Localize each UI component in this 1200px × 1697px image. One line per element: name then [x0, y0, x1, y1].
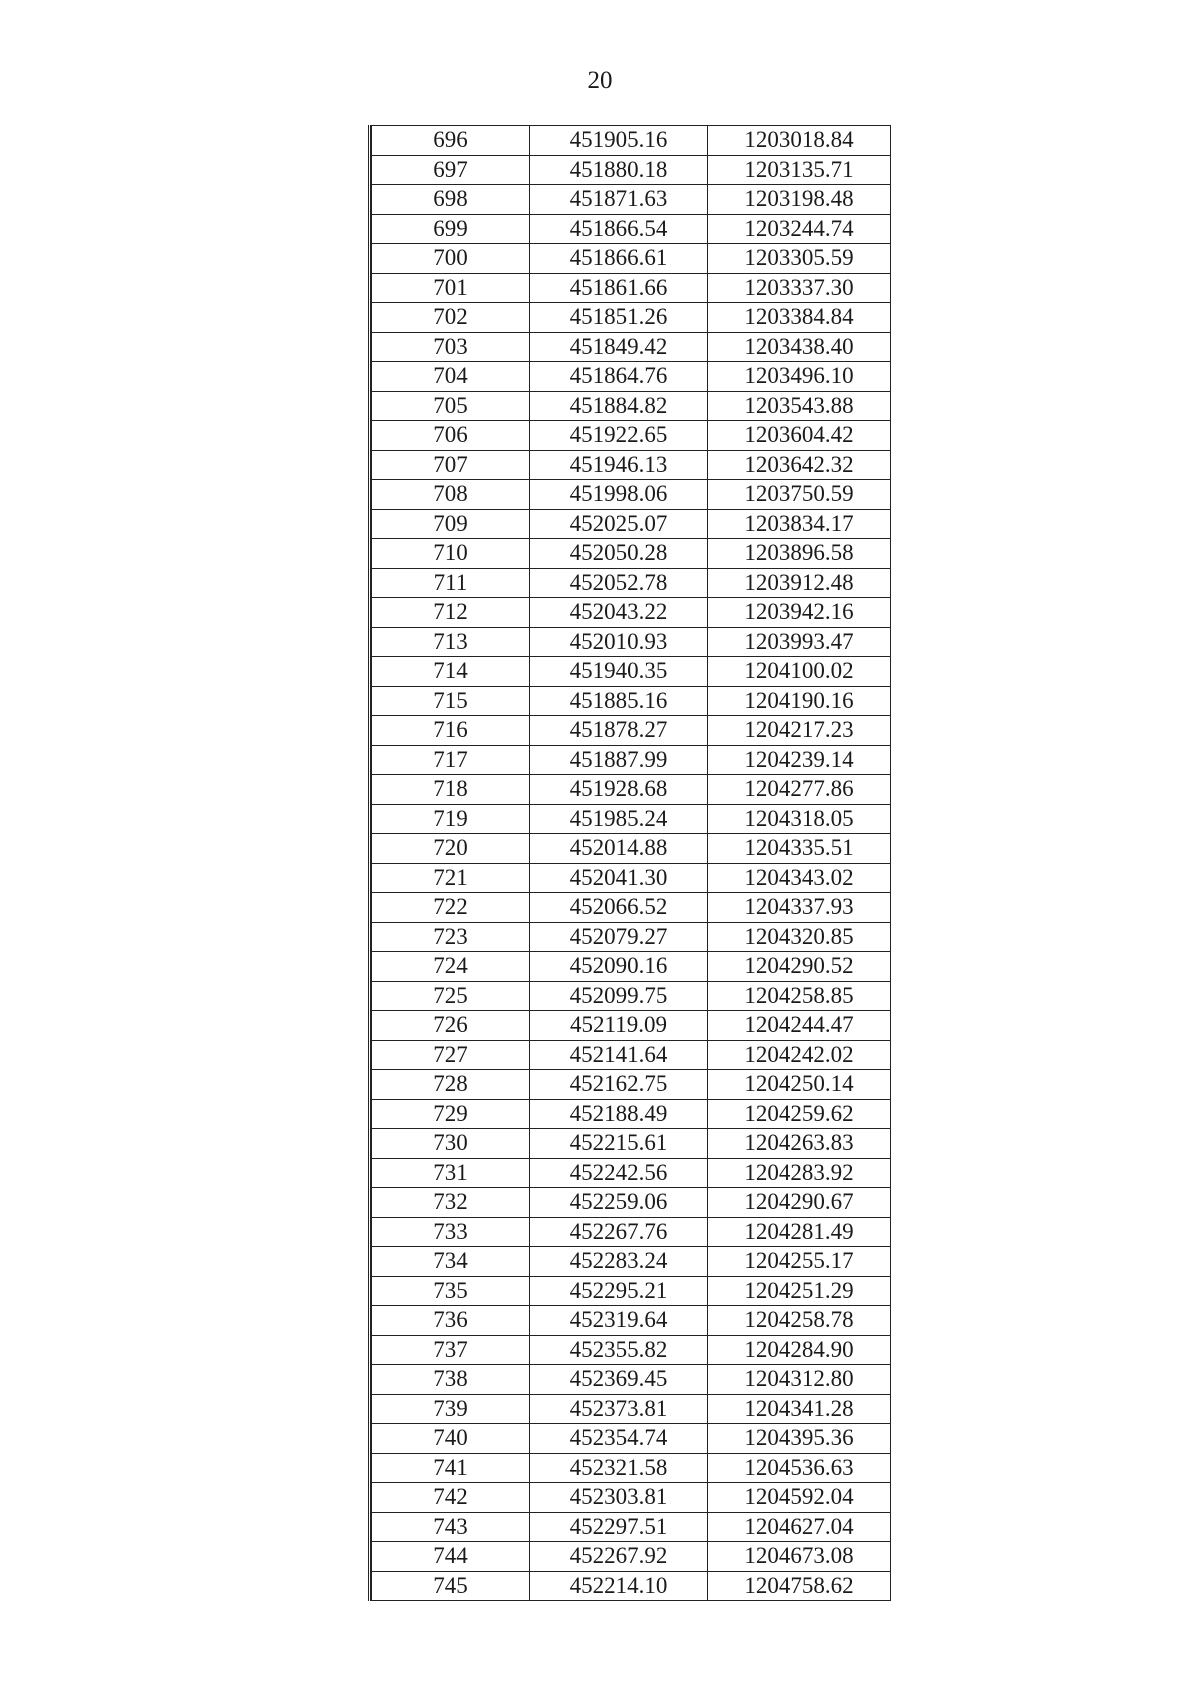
x-coordinate-cell: 452242.56: [530, 1158, 708, 1188]
x-coordinate-cell: 452215.61: [530, 1129, 708, 1159]
table-row: [372, 598, 891, 628]
point-number-cell: 712: [372, 598, 530, 628]
y-coordinate-cell: 1204536.63: [708, 1453, 891, 1483]
point-number-cell: 725: [372, 981, 530, 1011]
y-coordinate-cell: 1203135.71: [708, 155, 891, 185]
y-coordinate-cell: 1204592.04: [708, 1483, 891, 1513]
x-coordinate-cell: 452041.30: [530, 863, 708, 893]
point-number-cell: 713: [372, 627, 530, 657]
y-coordinate-cell: 1204100.02: [708, 657, 891, 687]
table-row: [372, 657, 891, 687]
point-number-cell: 715: [372, 686, 530, 716]
table-row: [372, 185, 891, 215]
x-coordinate-cell: 452319.64: [530, 1306, 708, 1336]
x-coordinate-cell: 451864.76: [530, 362, 708, 392]
point-number-cell: 710: [372, 539, 530, 569]
table-row: [372, 332, 891, 362]
point-number-cell: 721: [372, 863, 530, 893]
x-coordinate-cell: 452214.10: [530, 1571, 708, 1601]
point-number-cell: 727: [372, 1040, 530, 1070]
x-coordinate-cell: 451940.35: [530, 657, 708, 687]
x-coordinate-cell: 451946.13: [530, 450, 708, 480]
point-number-cell: 700: [372, 244, 530, 274]
point-number-cell: 714: [372, 657, 530, 687]
point-number-cell: 737: [372, 1335, 530, 1365]
x-coordinate-cell: 452014.88: [530, 834, 708, 864]
point-number-cell: 736: [372, 1306, 530, 1336]
point-number-cell: 732: [372, 1188, 530, 1218]
point-number-cell: 704: [372, 362, 530, 392]
y-coordinate-cell: 1204263.83: [708, 1129, 891, 1159]
point-number-cell: 723: [372, 922, 530, 952]
table-row: [372, 450, 891, 480]
table-row: [372, 1099, 891, 1129]
y-coordinate-cell: 1204251.29: [708, 1276, 891, 1306]
x-coordinate-cell: 452297.51: [530, 1512, 708, 1542]
x-coordinate-cell: 452267.76: [530, 1217, 708, 1247]
table-row: [372, 775, 891, 805]
y-coordinate-cell: 1204281.49: [708, 1217, 891, 1247]
point-number-cell: 743: [372, 1512, 530, 1542]
y-coordinate-cell: 1204395.36: [708, 1424, 891, 1454]
y-coordinate-cell: 1204337.93: [708, 893, 891, 923]
y-coordinate-cell: 1204627.04: [708, 1512, 891, 1542]
table-row: [372, 1158, 891, 1188]
table-row: [372, 627, 891, 657]
y-coordinate-cell: 1204244.47: [708, 1011, 891, 1041]
y-coordinate-cell: 1203198.48: [708, 185, 891, 215]
point-number-cell: 711: [372, 568, 530, 598]
point-number-cell: 730: [372, 1129, 530, 1159]
x-coordinate-cell: 451851.26: [530, 303, 708, 333]
point-number-cell: 718: [372, 775, 530, 805]
table-row: [372, 686, 891, 716]
y-coordinate-cell: 1204259.62: [708, 1099, 891, 1129]
x-coordinate-cell: 452099.75: [530, 981, 708, 1011]
point-number-cell: 707: [372, 450, 530, 480]
point-number-cell: 706: [372, 421, 530, 451]
table-row: [372, 1040, 891, 1070]
y-coordinate-cell: 1203018.84: [708, 126, 891, 156]
y-coordinate-cell: 1203942.16: [708, 598, 891, 628]
table-row: [372, 1247, 891, 1277]
table-row: [372, 1276, 891, 1306]
table-row: [372, 568, 891, 598]
y-coordinate-cell: 1203993.47: [708, 627, 891, 657]
y-coordinate-cell: 1204312.80: [708, 1365, 891, 1395]
point-number-cell: 745: [372, 1571, 530, 1601]
y-coordinate-cell: 1203496.10: [708, 362, 891, 392]
y-coordinate-cell: 1204318.05: [708, 804, 891, 834]
x-coordinate-cell: 452295.21: [530, 1276, 708, 1306]
point-number-cell: 738: [372, 1365, 530, 1395]
table-row: [372, 981, 891, 1011]
table-row: [372, 745, 891, 775]
x-coordinate-cell: 452052.78: [530, 568, 708, 598]
y-coordinate-cell: 1204239.14: [708, 745, 891, 775]
table-row: [372, 1394, 891, 1424]
point-number-cell: 739: [372, 1394, 530, 1424]
y-coordinate-cell: 1203750.59: [708, 480, 891, 510]
table-row: [372, 1571, 891, 1601]
y-coordinate-cell: 1203912.48: [708, 568, 891, 598]
table-row: [372, 273, 891, 303]
table-row: [372, 539, 891, 569]
x-coordinate-cell: 451866.61: [530, 244, 708, 274]
table-row: [372, 1542, 891, 1572]
y-coordinate-cell: 1203438.40: [708, 332, 891, 362]
table-row: [372, 893, 891, 923]
x-coordinate-cell: 451861.66: [530, 273, 708, 303]
x-coordinate-cell: 452354.74: [530, 1424, 708, 1454]
y-coordinate-cell: 1204758.62: [708, 1571, 891, 1601]
coordinates-table-frame: [368, 125, 893, 1601]
y-coordinate-cell: 1204190.16: [708, 686, 891, 716]
table-row: [372, 716, 891, 746]
point-number-cell: 740: [372, 1424, 530, 1454]
point-number-cell: 722: [372, 893, 530, 923]
y-coordinate-cell: 1204290.67: [708, 1188, 891, 1218]
point-number-cell: 726: [372, 1011, 530, 1041]
coordinates-table-body: [372, 126, 891, 1601]
point-number-cell: 699: [372, 214, 530, 244]
y-coordinate-cell: 1204258.78: [708, 1306, 891, 1336]
y-coordinate-cell: 1204335.51: [708, 834, 891, 864]
page-number: 20: [587, 67, 613, 94]
point-number-cell: 697: [372, 155, 530, 185]
point-number-cell: 698: [372, 185, 530, 215]
point-number-cell: 702: [372, 303, 530, 333]
x-coordinate-cell: 452043.22: [530, 598, 708, 628]
table-row: [372, 1188, 891, 1218]
x-coordinate-cell: 451866.54: [530, 214, 708, 244]
table-row: [372, 362, 891, 392]
table-row: [372, 480, 891, 510]
point-number-cell: 741: [372, 1453, 530, 1483]
table-row: [372, 1424, 891, 1454]
x-coordinate-cell: 451887.99: [530, 745, 708, 775]
y-coordinate-cell: 1203337.30: [708, 273, 891, 303]
table-row: [372, 952, 891, 982]
y-coordinate-cell: 1204343.02: [708, 863, 891, 893]
table-row: [372, 1129, 891, 1159]
y-coordinate-cell: 1204242.02: [708, 1040, 891, 1070]
x-coordinate-cell: 451928.68: [530, 775, 708, 805]
table-row: [372, 1070, 891, 1100]
x-coordinate-cell: 452079.27: [530, 922, 708, 952]
x-coordinate-cell: 451885.16: [530, 686, 708, 716]
point-number-cell: 719: [372, 804, 530, 834]
y-coordinate-cell: 1203244.74: [708, 214, 891, 244]
y-coordinate-cell: 1204250.14: [708, 1070, 891, 1100]
x-coordinate-cell: 451880.18: [530, 155, 708, 185]
x-coordinate-cell: 452369.45: [530, 1365, 708, 1395]
point-number-cell: 734: [372, 1247, 530, 1277]
table-row: [372, 1453, 891, 1483]
y-coordinate-cell: 1203305.59: [708, 244, 891, 274]
x-coordinate-cell: 452355.82: [530, 1335, 708, 1365]
x-coordinate-cell: 451884.82: [530, 391, 708, 421]
y-coordinate-cell: 1203896.58: [708, 539, 891, 569]
y-coordinate-cell: 1204283.92: [708, 1158, 891, 1188]
table-row: [372, 155, 891, 185]
x-coordinate-cell: 452267.92: [530, 1542, 708, 1572]
y-coordinate-cell: 1204341.28: [708, 1394, 891, 1424]
y-coordinate-cell: 1204673.08: [708, 1542, 891, 1572]
x-coordinate-cell: 451998.06: [530, 480, 708, 510]
y-coordinate-cell: 1203642.32: [708, 450, 891, 480]
point-number-cell: 717: [372, 745, 530, 775]
x-coordinate-cell: 452025.07: [530, 509, 708, 539]
x-coordinate-cell: 452050.28: [530, 539, 708, 569]
point-number-cell: 720: [372, 834, 530, 864]
x-coordinate-cell: 452162.75: [530, 1070, 708, 1100]
point-number-cell: 716: [372, 716, 530, 746]
point-number-cell: 735: [372, 1276, 530, 1306]
point-number-cell: 731: [372, 1158, 530, 1188]
table-row: [372, 1011, 891, 1041]
point-number-cell: 708: [372, 480, 530, 510]
y-coordinate-cell: 1203384.84: [708, 303, 891, 333]
table-row: [372, 126, 891, 156]
table-row: [372, 922, 891, 952]
y-coordinate-cell: 1204320.85: [708, 922, 891, 952]
point-number-cell: 709: [372, 509, 530, 539]
y-coordinate-cell: 1204284.90: [708, 1335, 891, 1365]
point-number-cell: 701: [372, 273, 530, 303]
x-coordinate-cell: 452373.81: [530, 1394, 708, 1424]
point-number-cell: 742: [372, 1483, 530, 1513]
table-row: [372, 303, 891, 333]
x-coordinate-cell: 451878.27: [530, 716, 708, 746]
point-number-cell: 733: [372, 1217, 530, 1247]
x-coordinate-cell: 452066.52: [530, 893, 708, 923]
x-coordinate-cell: 452141.64: [530, 1040, 708, 1070]
table-row: [372, 863, 891, 893]
y-coordinate-cell: 1203834.17: [708, 509, 891, 539]
table-row: [372, 804, 891, 834]
table-row: [372, 421, 891, 451]
x-coordinate-cell: 451985.24: [530, 804, 708, 834]
x-coordinate-cell: 452010.93: [530, 627, 708, 657]
table-row: [372, 1512, 891, 1542]
x-coordinate-cell: 452188.49: [530, 1099, 708, 1129]
y-coordinate-cell: 1204258.85: [708, 981, 891, 1011]
point-number-cell: 703: [372, 332, 530, 362]
y-coordinate-cell: 1203604.42: [708, 421, 891, 451]
y-coordinate-cell: 1204277.86: [708, 775, 891, 805]
coordinates-table: [371, 125, 891, 1601]
point-number-cell: 728: [372, 1070, 530, 1100]
point-number-cell: 696: [372, 126, 530, 156]
point-number-cell: 724: [372, 952, 530, 982]
table-row: [372, 1483, 891, 1513]
table-row: [372, 1335, 891, 1365]
x-coordinate-cell: 452259.06: [530, 1188, 708, 1218]
y-coordinate-cell: 1204290.52: [708, 952, 891, 982]
y-coordinate-cell: 1204255.17: [708, 1247, 891, 1277]
table-row: [372, 509, 891, 539]
x-coordinate-cell: 452090.16: [530, 952, 708, 982]
x-coordinate-cell: 452321.58: [530, 1453, 708, 1483]
x-coordinate-cell: 452283.24: [530, 1247, 708, 1277]
table-row: [372, 834, 891, 864]
x-coordinate-cell: 452119.09: [530, 1011, 708, 1041]
point-number-cell: 729: [372, 1099, 530, 1129]
x-coordinate-cell: 452303.81: [530, 1483, 708, 1513]
x-coordinate-cell: 451849.42: [530, 332, 708, 362]
table-row: [372, 214, 891, 244]
table-row: [372, 1306, 891, 1336]
table-row: [372, 391, 891, 421]
x-coordinate-cell: 451871.63: [530, 185, 708, 215]
point-number-cell: 705: [372, 391, 530, 421]
table-row: [372, 1217, 891, 1247]
x-coordinate-cell: 451905.16: [530, 126, 708, 156]
y-coordinate-cell: 1204217.23: [708, 716, 891, 746]
x-coordinate-cell: 451922.65: [530, 421, 708, 451]
point-number-cell: 744: [372, 1542, 530, 1572]
table-row: [372, 1365, 891, 1395]
table-row: [372, 244, 891, 274]
y-coordinate-cell: 1203543.88: [708, 391, 891, 421]
